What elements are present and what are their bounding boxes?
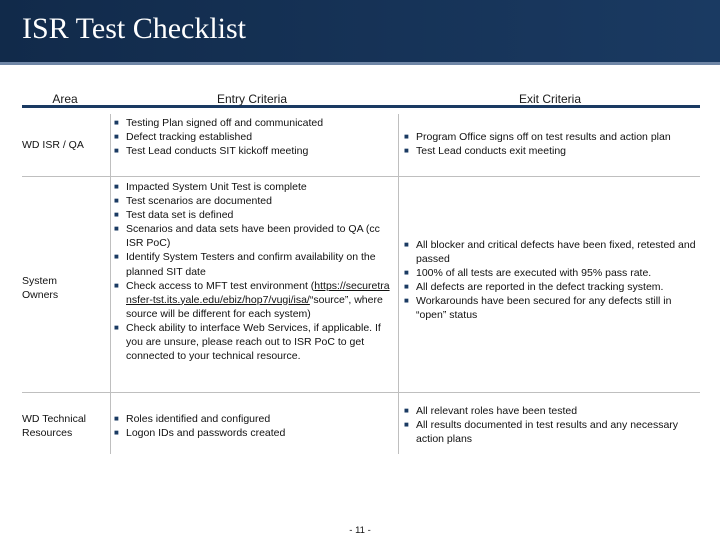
list-item: ■ Identify System Testers and confirm availability on the planned SIT date xyxy=(114,251,376,278)
list-item: ■ Test Lead conducts exit meeting xyxy=(404,145,567,158)
entry-criteria-list xyxy=(112,180,392,363)
table-header xyxy=(22,86,700,108)
list-item: ■ Program Office signs off on test results and action plan xyxy=(404,131,671,143)
list-item: ■ Test data set is defined xyxy=(114,209,234,222)
exit-criteria-list xyxy=(402,238,698,323)
table-row xyxy=(22,398,700,454)
list-item: ■ All results documented in test results and any necessary action plans xyxy=(404,419,679,446)
row-area-label: WD ISR / QA xyxy=(22,139,84,151)
slide-title: ISR Test Checklist xyxy=(22,12,247,45)
exit-criteria-list xyxy=(402,404,698,446)
list-item: ■ Test scenarios are documented xyxy=(114,195,272,208)
list-item: ■ All blocker and critical defects have been fixed, retested and passed xyxy=(404,239,696,266)
row-area-label: System Owners xyxy=(22,275,59,301)
page-number: - 11 - xyxy=(349,525,371,536)
list-item: ■ Check ability to interface Web Services, if applicable. If you are unsure, please reach out to ISR PoC to get connected to your technical resource. xyxy=(114,321,381,363)
list-item: ■ Roles identified and configured xyxy=(114,413,271,425)
row-area-label: WD Technical Resources xyxy=(22,413,86,439)
list-item: ■ Impacted System Unit Test is complete xyxy=(114,181,307,193)
table-row xyxy=(22,180,700,388)
list-item: ■ Workarounds have been secured for any defects still in “open” status xyxy=(404,295,672,322)
list-item: ■ Testing Plan signed off and communicated xyxy=(114,117,324,129)
list-item: ■ Check access to MFT test environment (https://securetransfer-tst.its.yale.edu/ebiz/hop7/vugi/isa/“source”, where source will be different for each system) xyxy=(114,279,390,320)
row-divider xyxy=(22,176,700,177)
list-item: ■ 100% of all tests are executed with 95% pass rate. xyxy=(404,267,652,280)
list-item: ■ Logon IDs and passwords created xyxy=(114,427,286,440)
title-divider xyxy=(0,62,720,65)
table-row xyxy=(22,114,700,172)
mft-environment-link[interactable]: https://securetransfer-tst.its.yale.edu/ebiz/hop7/vugi/isa/ xyxy=(126,279,390,306)
list-item: ■ Test Lead conducts SIT kickoff meeting xyxy=(114,145,309,158)
header-entry-criteria: Entry Criteria xyxy=(216,92,287,106)
row-divider xyxy=(22,392,700,393)
header-exit-criteria: Exit Criteria xyxy=(518,92,581,106)
title-bar xyxy=(0,0,720,62)
exit-criteria-list xyxy=(402,130,698,158)
header-area: Area xyxy=(52,92,78,106)
list-item: ■ All relevant roles have been tested xyxy=(404,405,578,417)
entry-criteria-list xyxy=(112,116,392,158)
list-item: ■ All defects are reported in the defect tracking system. xyxy=(404,281,664,294)
entry-criteria-list xyxy=(112,412,392,440)
list-item: ■ Scenarios and data sets have been provided to QA (cc ISR PoC) xyxy=(114,223,380,250)
list-item: ■ Defect tracking established xyxy=(114,131,253,144)
